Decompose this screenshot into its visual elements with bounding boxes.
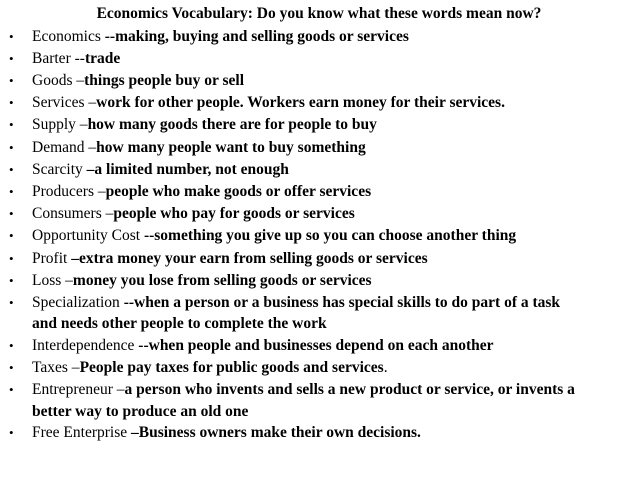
bullet-icon: • <box>9 360 14 376</box>
vocab-term: Specialization <box>32 293 124 311</box>
vocabulary-list <box>0 26 638 445</box>
vocab-term: Opportunity Cost <box>32 227 144 245</box>
vocab-period: . <box>383 359 388 377</box>
list-item <box>0 357 638 379</box>
vocab-definition: –Business owners make their own decisions. <box>131 424 421 442</box>
vocab-term: Free Enterprise <box>32 424 131 442</box>
vocab-definition: People pay taxes for public goods and services <box>79 359 384 377</box>
vocab-definition: things people buy or sell <box>84 71 245 89</box>
list-item <box>0 26 638 48</box>
bullet-icon: • <box>9 250 14 266</box>
list-item <box>0 181 638 203</box>
list-item <box>0 48 638 70</box>
bullet-icon: • <box>9 272 14 288</box>
bullet-icon: • <box>9 382 14 398</box>
vocab-definition: trade <box>84 49 121 67</box>
vocab-term: Services – <box>32 94 97 112</box>
vocab-term: Goods – <box>32 71 85 89</box>
vocab-term: Scarcity <box>32 160 87 178</box>
list-item <box>0 335 638 357</box>
vocab-definition: --something you give up so you can choose another thing <box>143 227 517 245</box>
vocab-definition-continued: and needs other people to complete the work <box>32 315 327 333</box>
list-item <box>0 225 638 247</box>
vocab-term: Barter -- <box>32 49 85 67</box>
vocab-definition: how many goods there are for people to buy <box>87 116 377 134</box>
list-item <box>0 159 638 181</box>
vocab-definition: --when a person or a business has special skills to do part of a task <box>123 293 561 311</box>
vocab-line <box>32 379 634 401</box>
list-item <box>0 422 638 444</box>
vocab-definition: --when people and businesses depend on each another <box>138 336 494 354</box>
list-item <box>0 92 638 114</box>
slide-title: Economics Vocabulary: Do you know what these words mean now? <box>96 5 542 22</box>
bullet-icon: • <box>9 228 14 244</box>
vocab-definition: –extra money your earn from selling goods or services <box>71 249 428 267</box>
vocab-definition-continued: better way to produce an old one <box>32 402 249 420</box>
vocab-line <box>32 292 634 314</box>
list-item <box>0 137 638 159</box>
list-item <box>0 292 638 335</box>
vocab-term: Economics <box>32 27 105 45</box>
bullet-icon: • <box>9 425 14 441</box>
vocab-definition: –a limited number, not enough <box>86 160 289 178</box>
vocab-definition: work for other people. Workers earn money for their services. <box>96 94 505 112</box>
bullet-icon: • <box>9 161 14 177</box>
vocab-term: Consumers – <box>32 205 114 223</box>
vocab-term: Loss – <box>32 271 73 289</box>
vocab-term: Interdependence <box>32 336 139 354</box>
bullet-icon: • <box>9 337 14 353</box>
bullet-icon: • <box>9 206 14 222</box>
bullet-icon: • <box>9 183 14 199</box>
bullet-icon: • <box>9 139 14 155</box>
vocab-term: Profit <box>32 249 72 267</box>
vocab-term: Producers – <box>32 182 106 200</box>
bullet-icon: • <box>9 72 14 88</box>
vocab-definition: money you lose from selling goods or services <box>72 271 372 289</box>
list-item <box>0 248 638 270</box>
vocab-term: Demand – <box>32 138 97 156</box>
vocab-definition: a person who invents and sells a new product or service, or invents a <box>124 381 575 399</box>
bullet-icon: • <box>9 50 14 66</box>
list-item <box>0 379 638 422</box>
bullet-icon: • <box>9 117 14 133</box>
list-item <box>0 70 638 92</box>
vocab-definition: how many people want to buy something <box>96 138 366 156</box>
bullet-icon: • <box>9 28 14 44</box>
list-item <box>0 114 638 136</box>
vocab-definition: people who make goods or offer services <box>105 182 372 200</box>
vocab-term: Taxes – <box>32 359 80 377</box>
list-item <box>0 203 638 225</box>
bullet-icon: • <box>9 294 14 310</box>
list-item <box>0 270 638 292</box>
vocab-term: Entrepreneur – <box>32 381 125 399</box>
vocab-definition: people who pay for goods or services <box>113 205 355 223</box>
vocab-definition: --making, buying and selling goods or services <box>104 27 409 45</box>
vocab-term: Supply – <box>32 116 88 134</box>
bullet-icon: • <box>9 95 14 111</box>
